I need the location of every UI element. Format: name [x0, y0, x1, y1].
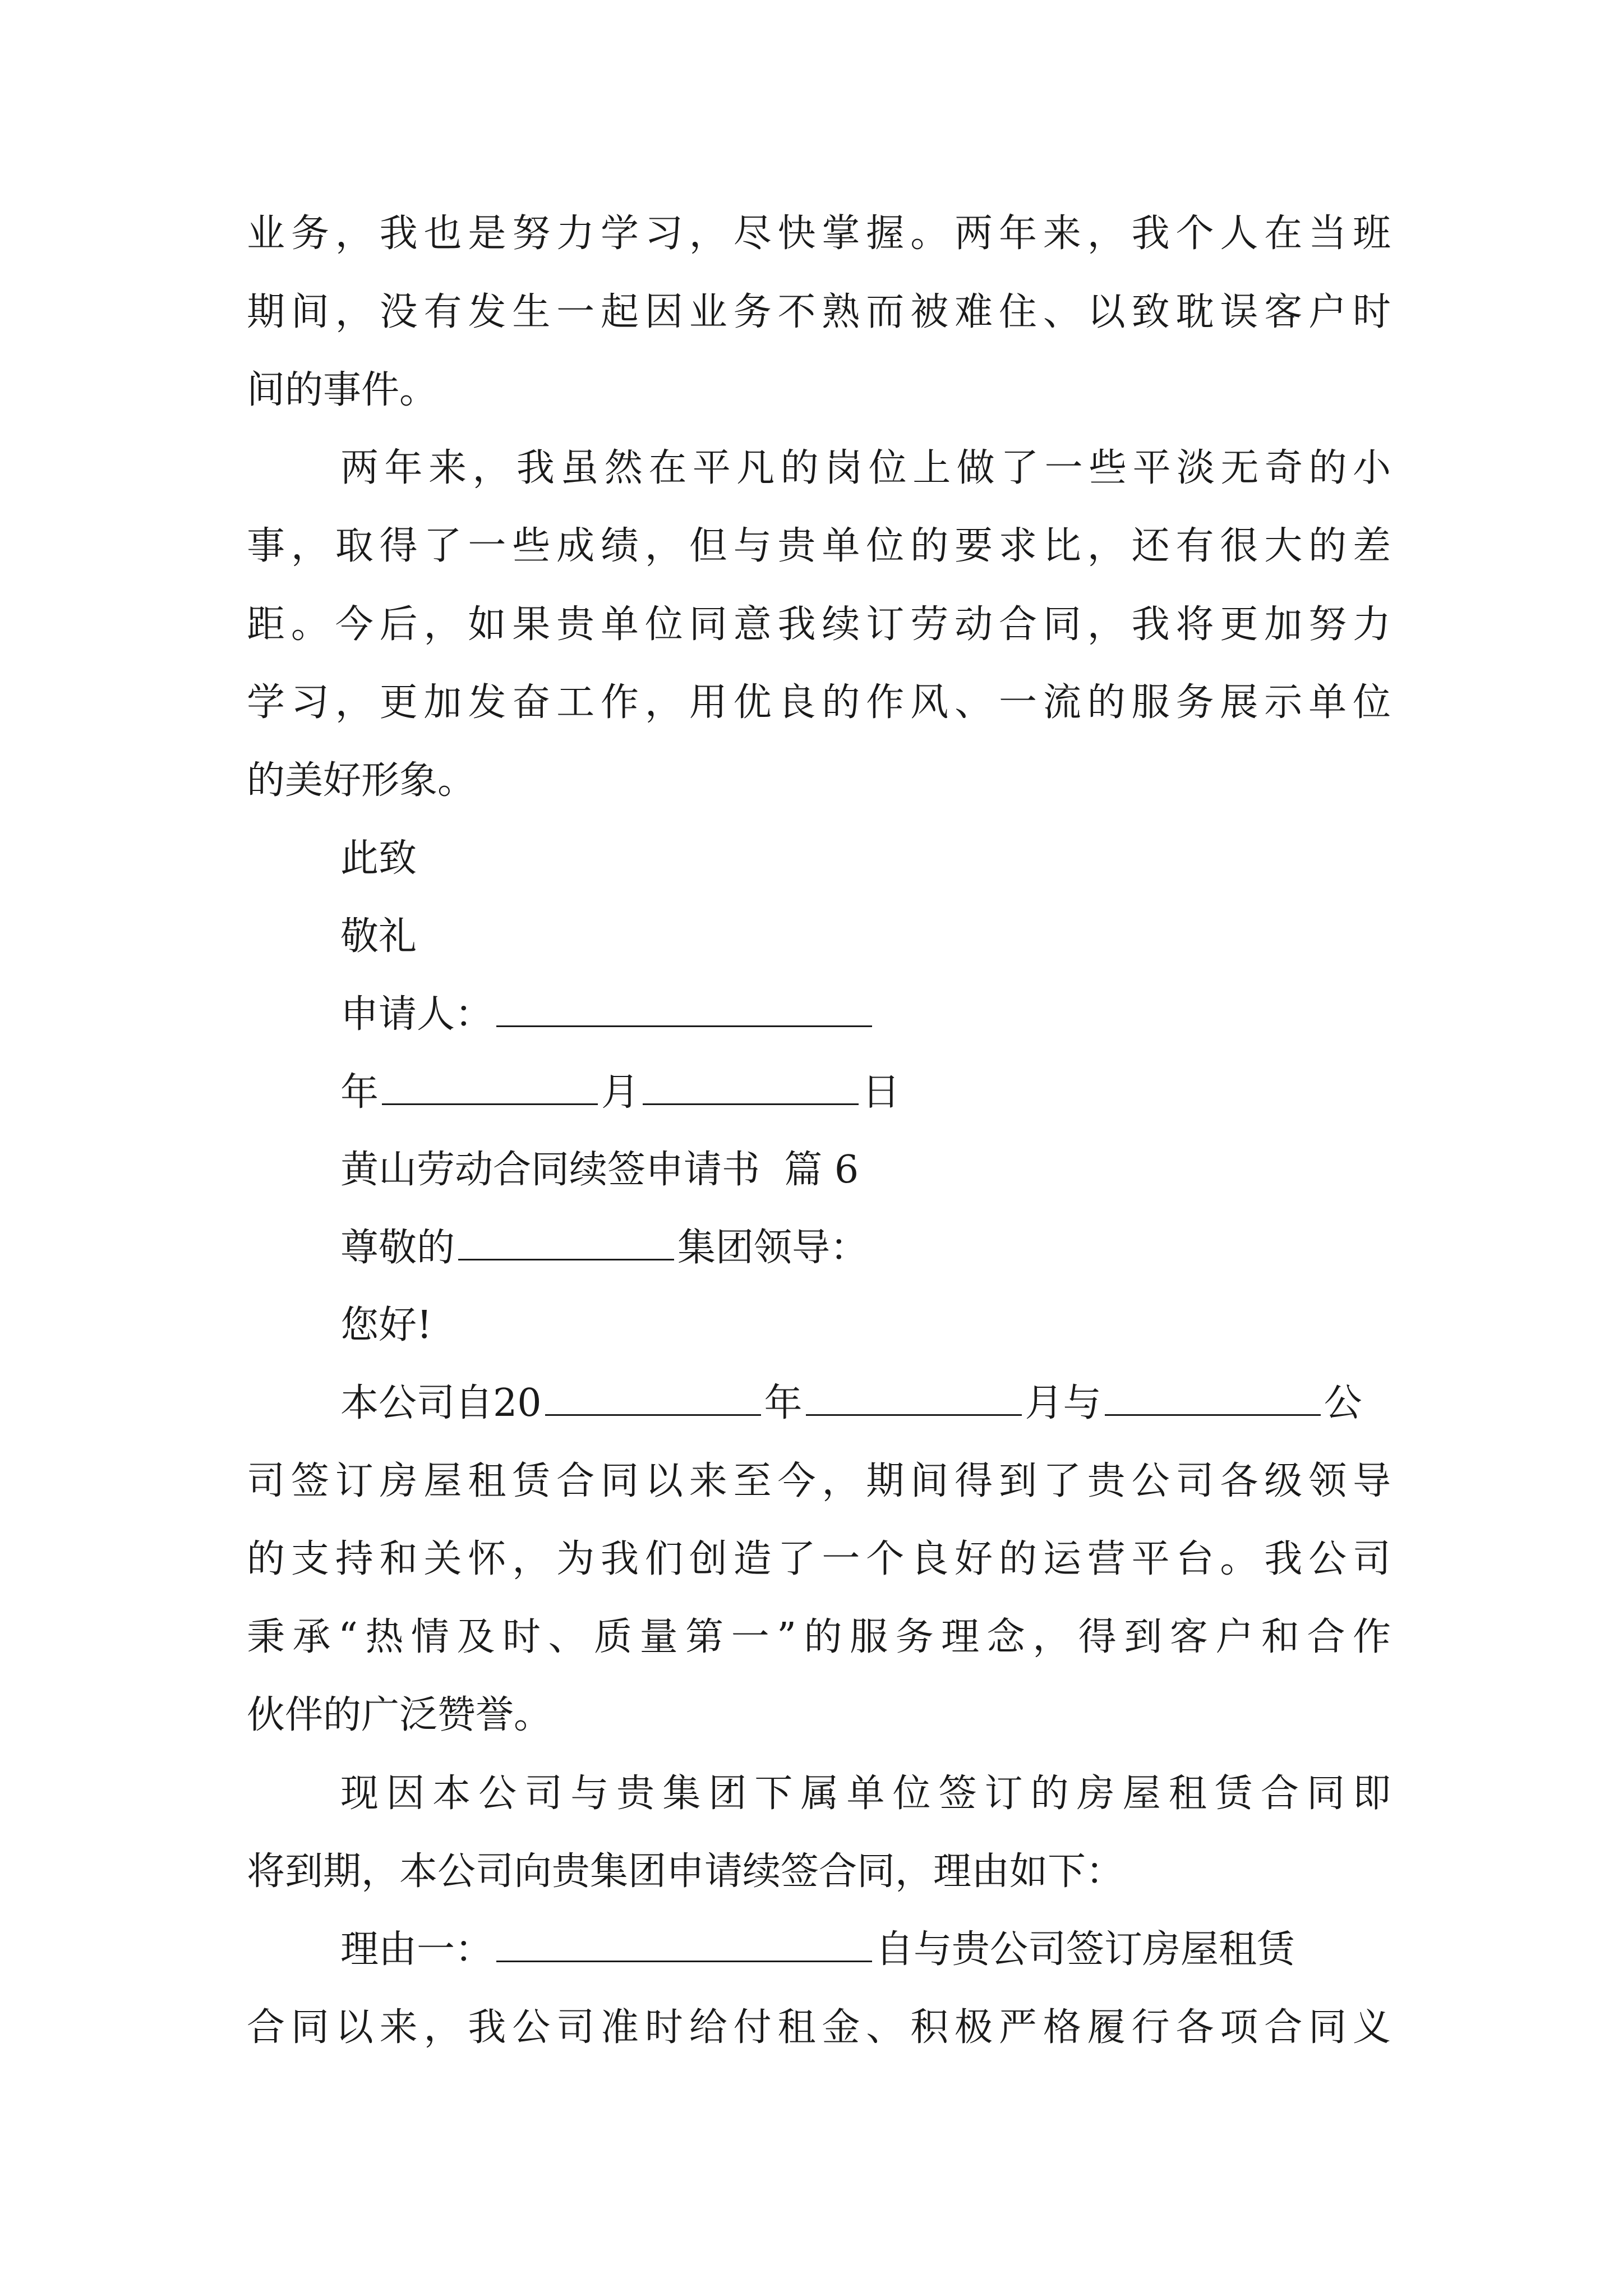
paragraph-line: 将到期，本公司向贵集团申请续签合同，理由如下： — [247, 1849, 1124, 1894]
paragraph-line: 秉承“热情及时、质量第一”的服务理念，得到客户和合作 — [247, 1615, 1391, 1659]
paragraph-line: 现因本公司与贵集团下属单位签订的房屋租赁合同即 — [340, 1772, 1391, 1816]
date-month-label: 月 — [601, 1070, 640, 1115]
paragraph-line: 伙伴的广泛赞誉。 — [247, 1693, 552, 1737]
p3-year-blank — [545, 1381, 761, 1416]
reason-one-line — [340, 1925, 1391, 1975]
applicant-blank — [496, 992, 872, 1027]
paragraph-line: 司签订房屋租赁合同以来至今，期间得到了贵公司各级领导 — [247, 1459, 1391, 1503]
date-year-label: 年 — [340, 1070, 379, 1115]
closing-text: 此致 — [340, 836, 417, 881]
p3-month-blank — [806, 1381, 1022, 1416]
applicant-line — [340, 990, 1391, 1040]
p3-month-label: 月与 — [1025, 1381, 1101, 1425]
greeting-suffix: 集团领导： — [677, 1226, 869, 1270]
p3-prefix: 本公司自20 — [340, 1381, 542, 1425]
greeting-blank — [458, 1225, 674, 1260]
paragraph-line: 事，取得了一些成绩，但与贵单位的要求比，还有很大的差 — [247, 524, 1391, 568]
date-day-label: 日 — [862, 1070, 901, 1115]
reason-one-prefix: 理由一： — [340, 1927, 494, 1972]
p3-end-label: 公 — [1324, 1381, 1362, 1425]
paragraph-line: 两年来，我虽然在平凡的岗位上做了一些平淡无奇的小 — [340, 446, 1391, 490]
paragraph-line: 学习，更加发奋工作，用优良的作风、一流的服务展示单位 — [247, 680, 1391, 725]
section-title: 黄山劳动合同续签申请书 篇 6 — [340, 1148, 859, 1192]
date-year-blank — [382, 1070, 598, 1105]
date-month-blank — [643, 1070, 859, 1105]
greeting-prefix: 尊敬的 — [340, 1226, 455, 1270]
greeting-line — [340, 1223, 1391, 1273]
applicant-label: 申请人： — [340, 992, 494, 1037]
paragraph-line: 距。今后，如果贵单位同意我续订劳动合同，我将更加努力 — [247, 602, 1391, 647]
paragraph-line: 合同以来，我公司准时给付租金、积极严格履行各项合同义 — [247, 2005, 1391, 2050]
paragraph-first-line — [340, 1378, 1391, 1429]
hello-text: 您好! — [340, 1303, 432, 1347]
paragraph-line: 的支持和关怀，为我们创造了一个良好的运营平台。我公司 — [247, 1537, 1391, 1581]
p3-company-blank — [1105, 1381, 1321, 1416]
paragraph-line: 业务，我也是努力学习，尽快掌握。两年来，我个人在当班 — [247, 211, 1391, 256]
date-line — [340, 1068, 1391, 1118]
paragraph-line: 的美好形象。 — [247, 758, 476, 803]
reason-one-blank — [496, 1927, 872, 1962]
salute-text: 敬礼 — [340, 914, 417, 959]
p3-year-label: 年 — [764, 1381, 803, 1425]
paragraph-line: 间的事件。 — [247, 368, 438, 412]
reason-one-suffix: 自与贵公司签订房屋租赁 — [875, 1927, 1295, 1972]
paragraph-line: 期间，没有发生一起因业务不熟而被难住、以致耽误客户时 — [247, 290, 1391, 334]
